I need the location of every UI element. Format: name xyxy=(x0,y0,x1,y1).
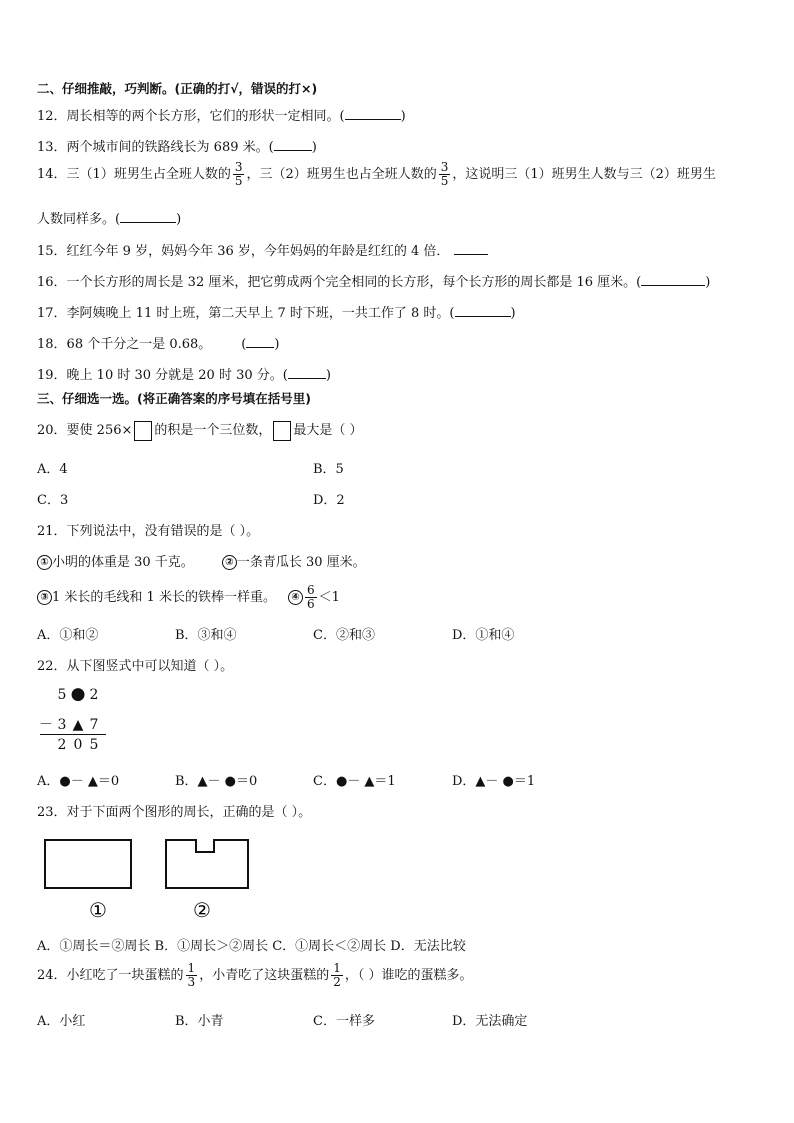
subtraction-line xyxy=(40,734,106,735)
q24-option-b[interactable]: B．小青 xyxy=(175,1014,224,1029)
question-12: 12．周长相等的两个长方形，它们的形状一定相同。( ) xyxy=(37,109,406,124)
question-24: 24．小红吃了一块蛋糕的 $\frac{1}{3}$ ，小青吃了这块蛋糕的 $\frac{1}{2}$ ，（ ）谁吃的蛋糕多。 xyxy=(37,961,473,989)
question-19-text: 19．晚上 10 时 30 分就是 20 时 30 分。( xyxy=(37,368,288,383)
question-13: 13．两个城市间的铁路线长为 689 米。( ) xyxy=(37,140,317,155)
answer-blank[interactable] xyxy=(641,273,705,286)
circled-2: ② xyxy=(222,555,237,570)
vertical-subtraction-row-1: 5 ● 2 xyxy=(57,684,99,704)
question-23: 23．对于下面两个图形的周长，正确的是（ ）。 xyxy=(37,805,312,820)
figure-1-label: ① xyxy=(89,898,107,922)
circled-4: ④ xyxy=(288,590,303,605)
question-14-line1: 14．三（1）班男生占全班人数的 $\frac{3}{5}$ ，三（2）班男生也占全班人数的 $\frac{3}{5}$ ，这说明三（1）班男生人数与三（2）班男生 xyxy=(37,160,716,188)
answer-blank[interactable] xyxy=(455,304,511,317)
question-14-line2: 人数同样多。( ) xyxy=(37,212,182,227)
circled-3: ③ xyxy=(37,590,52,605)
q23-options[interactable]: A．①周长＝②周长 B．①周长＞②周长 C．①周长＜②周长 D．无法比较 xyxy=(37,939,466,954)
question-21: 21．下列说法中，没有错误的是（ ）。 xyxy=(37,524,260,539)
answer-blank[interactable] xyxy=(246,335,274,348)
section-3-title: 三、仔细选一选。(将正确答案的序号填在括号里) xyxy=(37,391,311,406)
q21-option-c[interactable]: C．②和③ xyxy=(313,628,375,643)
question-17: 17．李阿姨晚上 11 时上班，第二天早上 7 时下班，一共工作了 8 时。( ) xyxy=(37,306,516,321)
q21-statements-3-4: ③ 1 米长的毛线和 1 米长的铁棒一样重。 ④ $\frac{6}{6}$ ＜1 xyxy=(37,584,340,611)
q24-option-c[interactable]: C．一样多 xyxy=(313,1014,375,1029)
answer-blank[interactable] xyxy=(288,366,326,379)
q20-option-c[interactable]: C．3 xyxy=(37,493,69,508)
answer-blank[interactable] xyxy=(454,242,488,255)
q22-option-c[interactable]: C．●－ ▲＝1 xyxy=(313,774,396,789)
question-20: 20．要使 256× 的积是一个三位数， 最大是（ ） xyxy=(37,419,363,441)
figure-1-rectangle xyxy=(45,840,131,888)
blank-box xyxy=(273,421,291,441)
vertical-subtraction-row-2: － 3 ▲ 7 xyxy=(39,717,99,733)
answer-blank[interactable] xyxy=(345,107,401,120)
question-18-text: 18．68 个千分之一是 0.68。 xyxy=(37,337,212,352)
question-12-text: 12．周长相等的两个长方形，它们的形状一定相同。( xyxy=(37,109,345,124)
question-13-text: 13．两个城市间的铁路线长为 689 米。( xyxy=(37,140,274,155)
question-22: 22．从下图竖式中可以知道（ ）。 xyxy=(37,659,234,674)
answer-blank[interactable] xyxy=(120,210,176,223)
circled-1: ① xyxy=(37,555,52,570)
q22-option-d[interactable]: D．▲－ ●＝1 xyxy=(452,774,536,789)
blank-box xyxy=(134,421,152,441)
fraction-6-6: $\frac{6}{6}$ xyxy=(306,583,315,611)
question-15-text: 15．红红今年 9 岁，妈妈今年 36 岁，今年妈妈的年龄是红红的 4 倍． xyxy=(37,244,450,259)
question-16: 16．一个长方形的周长是 32 厘米，把它剪成两个完全相同的长方形，每个长方形的周长都是 16 厘米。( ) xyxy=(37,275,711,290)
q24-option-a[interactable]: A．小红 xyxy=(37,1014,86,1029)
perimeter-figures xyxy=(40,834,260,924)
question-18: 18．68 个千分之一是 0.68。 ( ) xyxy=(37,337,280,352)
q21-statements-1-2: ① 小明的体重是 30 千克。 ② 一条青瓜长 30 厘米。 xyxy=(37,551,366,570)
fraction-3-5: $\frac{3}{5}$ xyxy=(440,160,449,188)
fraction-3-5: $\frac{3}{5}$ xyxy=(234,160,243,188)
q21-option-a[interactable]: A．①和② xyxy=(37,628,99,643)
answer-blank[interactable] xyxy=(274,138,312,151)
q21-option-b[interactable]: B．③和④ xyxy=(175,628,237,643)
q20-option-a[interactable]: A．4 xyxy=(37,462,68,477)
fraction-1-3: $\frac{1}{3}$ xyxy=(187,961,196,989)
question-17-text: 17．李阿姨晚上 11 时上班，第二天早上 7 时下班，一共工作了 8 时。( xyxy=(37,306,455,321)
question-16-text: 16．一个长方形的周长是 32 厘米，把它剪成两个完全相同的长方形，每个长方形的周长都是 16 厘米。( xyxy=(37,275,642,290)
question-19: 19．晚上 10 时 30 分就是 20 时 30 分。( ) xyxy=(37,368,331,383)
section-2-title: 二、仔细推敲，巧判断。(正确的打√，错误的打×) xyxy=(37,81,318,96)
vertical-subtraction-row-3: 2 0 5 xyxy=(57,737,99,753)
fraction-1-2: $\frac{1}{2}$ xyxy=(333,961,341,989)
q21-option-d[interactable]: D．①和④ xyxy=(452,628,515,643)
q20-option-d[interactable]: D．2 xyxy=(313,493,345,508)
figure-2-notched-rectangle xyxy=(166,840,248,888)
q22-option-b[interactable]: B．▲－ ●＝0 xyxy=(175,774,258,789)
question-15 xyxy=(37,240,488,259)
q24-option-d[interactable]: D．无法确定 xyxy=(452,1014,528,1029)
figure-2-label: ② xyxy=(193,898,211,922)
q22-option-a[interactable]: A．●－ ▲＝0 xyxy=(37,774,120,789)
q20-option-b[interactable]: B．5 xyxy=(313,462,344,477)
